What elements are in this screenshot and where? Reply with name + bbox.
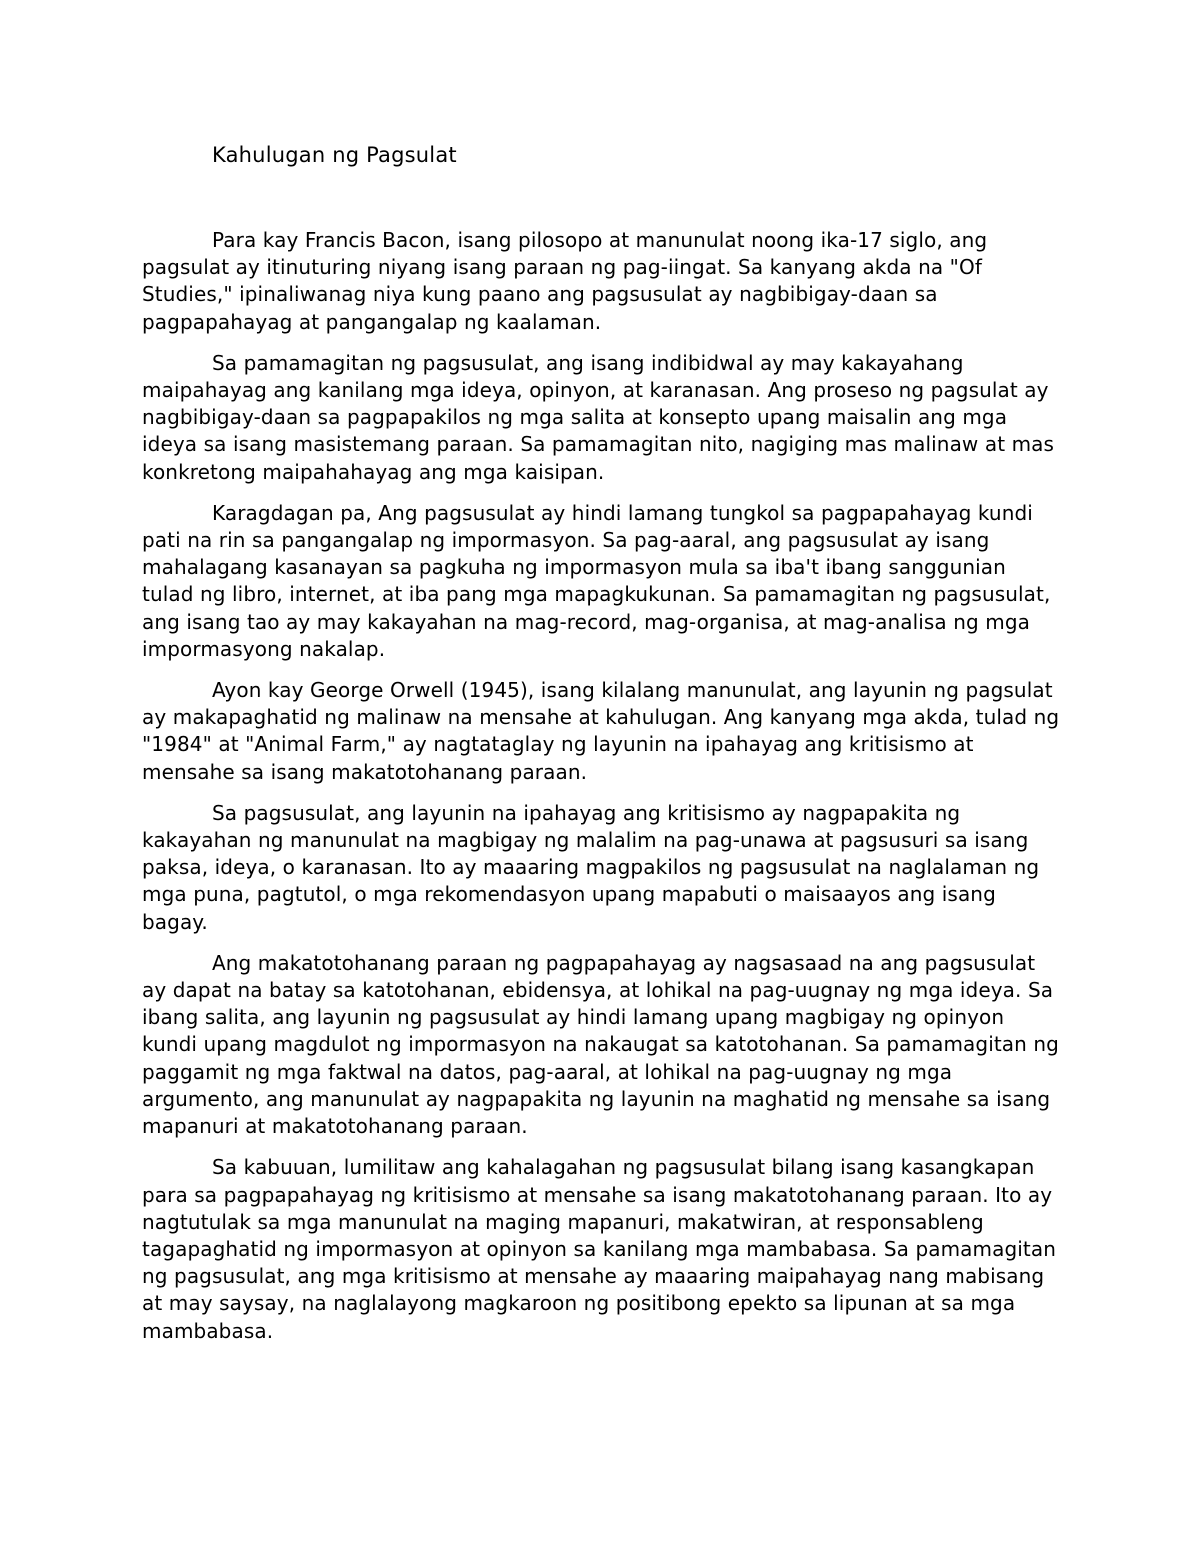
document-title: Kahulugan ng Pagsulat — [212, 143, 457, 167]
paragraph-francis-bacon: Para kay Francis Bacon, isang pilosopo at manunulat noong ika-17 siglo, ang pagsulat ay itinuturing niyang isang paraan ng pag-iingat. Sa kanyang akda na "Of Studies," ipinaliwanag niya kung paano ang pagsusulat ay nagbibigay-daan sa pagpapahayag at pangangalap ng kaalaman. — [142, 228, 988, 334]
paragraph-kabuuan: Sa kabuuan, lumilitaw ang kahalagahan ng pagsusulat bilang isang kasangkapan para sa pagpapahayag ng kritisismo at mensahe sa isang makatotohanang paraan. Ito ay nagtutulak sa mga manunulat na maging mapanuri, makatwiran, at responsableng tagapaghatid ng impormasyon at opinyon sa kanilang mga mambabasa. Sa pamamagitan ng pagsusulat, ang mga kritisismo at mensahe ay maaaring maipahayag nang mabisang at may saysay, na naglalayong magkaroon ng positibong epekto sa lipunan at sa mga mambabasa. — [142, 1155, 1056, 1343]
paragraph-pamamagitan: Sa pamamagitan ng pagsusulat, ang isang indibidwal ay may kakayahang maipahayag ang kanilang mga ideya, opinyon, at karanasan. Ang proseso ng pagsulat ay nagbibigay-daan sa pagpapakilos ng mga salita at konsepto upang maisalin ang mga ideya sa isang masistemang paraan. Sa pamamagitan nito, nagiging mas malinaw at mas konkretong maipahahayag ang mga kaisipan. — [142, 350, 1055, 484]
paragraph-karagdagan: Karagdagan pa, Ang pagsusulat ay hindi lamang tungkol sa pagpapahayag kundi pati na rin sa pangangalap ng impormasyon. Sa pag-aaral, ang pagsusulat ay isang mahalagang kasanayan sa pagkuha ng impormasyon mula sa iba't ibang sanggunian tulad ng libro, internet, at iba pang mga mapagkukunan. Sa pamamagitan ng pagsusulat, ang isang tao ay may kakayahan na mag-record, mag-organisa, at mag-analisa ng mga impormasyong nakalap. — [142, 500, 1051, 661]
document-body — [142, 227, 1062, 1359]
paragraph-kritisismo: Sa pagsusulat, ang layunin na ipahayag ang kritisismo ay nagpapakita ng kakayahan ng manunulat na magbigay ng malalim na pag-unawa at pagsusuri sa isang paksa, ideya, o karanasan. Ito ay maaaring magpakilos ng pagsusulat na naglalaman ng mga puna, pagtutol, o mga rekomendasyon upang mapabuti o maisaayos ang isang bagay. — [142, 800, 1040, 934]
paragraph-makatotohanan: Ang makatotohanang paraan ng pagpapahayag ay nagsasaad na ang pagsusulat ay dapat na batay sa katotohanan, ebidensya, at lohikal na pag-uugnay ng mga ideya. Sa ibang salita, ang layunin ng pagsusulat ay hindi lamang upang magbigay ng opinyon kundi upang magdulot ng impormasyon na nakaugat sa katotohanan. Sa pamamagitan ng paggamit ng mga faktwal na datos, pag-aaral, at lohikal na pag-uugnay ng mga argumento, ang manunulat ay nagpapakita ng layunin na maghatid ng mensahe sa isang mapanuri at makatotohanang paraan. — [142, 950, 1059, 1139]
paragraph-george-orwell: Ayon kay George Orwell (1945), isang kilalang manunulat, ang layunin ng pagsulat ay makapaghatid ng malinaw na mensahe at kahulugan. Ang kanyang mga akda, tulad ng "1984" at "Animal Farm," ay nagtataglay ng layunin na ipahayag ang kritisismo at mensahe sa isang makatotohanang paraan. — [142, 678, 1060, 784]
